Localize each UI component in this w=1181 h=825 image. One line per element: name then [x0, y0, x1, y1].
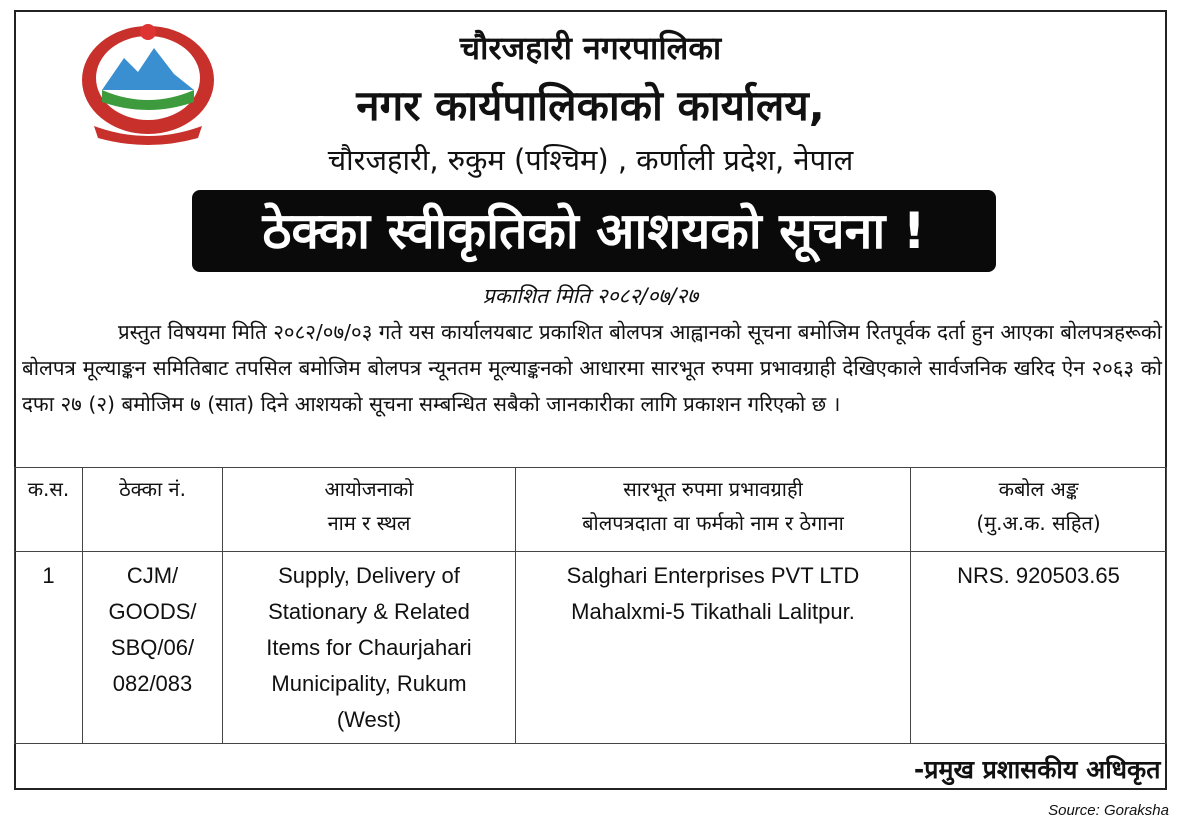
- signature-row: [15, 744, 1167, 797]
- header-project: आयोजनाको नाम र स्थल: [223, 468, 516, 552]
- cell-sn: 1: [15, 552, 83, 744]
- cell-bidder: Salghari Enterprises PVT LTD Mahalxmi-5 Tikathali Lalitpur.: [516, 552, 911, 744]
- signature: -प्रमुख प्रशासकीय अधिकृत: [15, 744, 1167, 797]
- header-sn: क.स.: [15, 468, 83, 552]
- office-name: नगर कार्यपालिकाको कार्यालय,: [356, 81, 825, 130]
- cell-contract-no: CJM/ GOODS/ SBQ/06/ 082/083: [83, 552, 223, 744]
- table-row: [15, 552, 1167, 744]
- municipality-name: चौरजहारी नगरपालिका: [459, 29, 722, 67]
- tender-table: [14, 467, 1167, 796]
- header-contract-no: ठेक्का नं.: [83, 468, 223, 552]
- notice-title-banner: ठेक्का स्वीकृतिको आशयको सूचना !: [192, 190, 996, 272]
- source-credit: Source: Goraksha: [1048, 802, 1169, 819]
- office-address: चौरजहारी, रुकुम (पश्चिम) , कर्णाली प्रदेश, नेपाल: [327, 143, 854, 177]
- notice-body: प्रस्तुत विषयमा मिति २०८२/०७/०३ गते यस कार्यालयबाट प्रकाशित बोलपत्र आह्वानको सूचना बमोजिम रितपूर्वक दर्ता हुन आएका बोलपत्रहरूको बोलपत्र मूल्याङ्कन समितिबाट तपसिल बमोजिम बोलपत्र न्यूनतम मूल्याङ्कनको आधारमा सारभूत रुपमा प्रभावग्राही देखिएकाले सार्वजनिक खरिद ऐन २०६३ को दफा २७ (२) बमोजिम ७ (सात) दिने आशयको सूचना सम्बन्धित सबैको जानकारीका लागि प्रकाशन गरिएको छ ।: [22, 320, 1162, 416]
- cell-bid-amount: NRS. 920503.65: [911, 552, 1167, 744]
- cell-project: Supply, Delivery of Stationary & Related Items for Chaurjahari Municipality, Rukum (West): [223, 552, 516, 744]
- published-date: प्रकाशित मिति २०८२/०७/२७: [482, 284, 699, 308]
- header-bid-amount: कबोल अङ्क (मु.अ.क. सहित): [911, 468, 1167, 552]
- header-bidder: सारभूत रुपमा प्रभावग्राही बोलपत्रदाता वा फर्मको नाम र ठेगाना: [516, 468, 911, 552]
- table-header-row: [15, 468, 1167, 552]
